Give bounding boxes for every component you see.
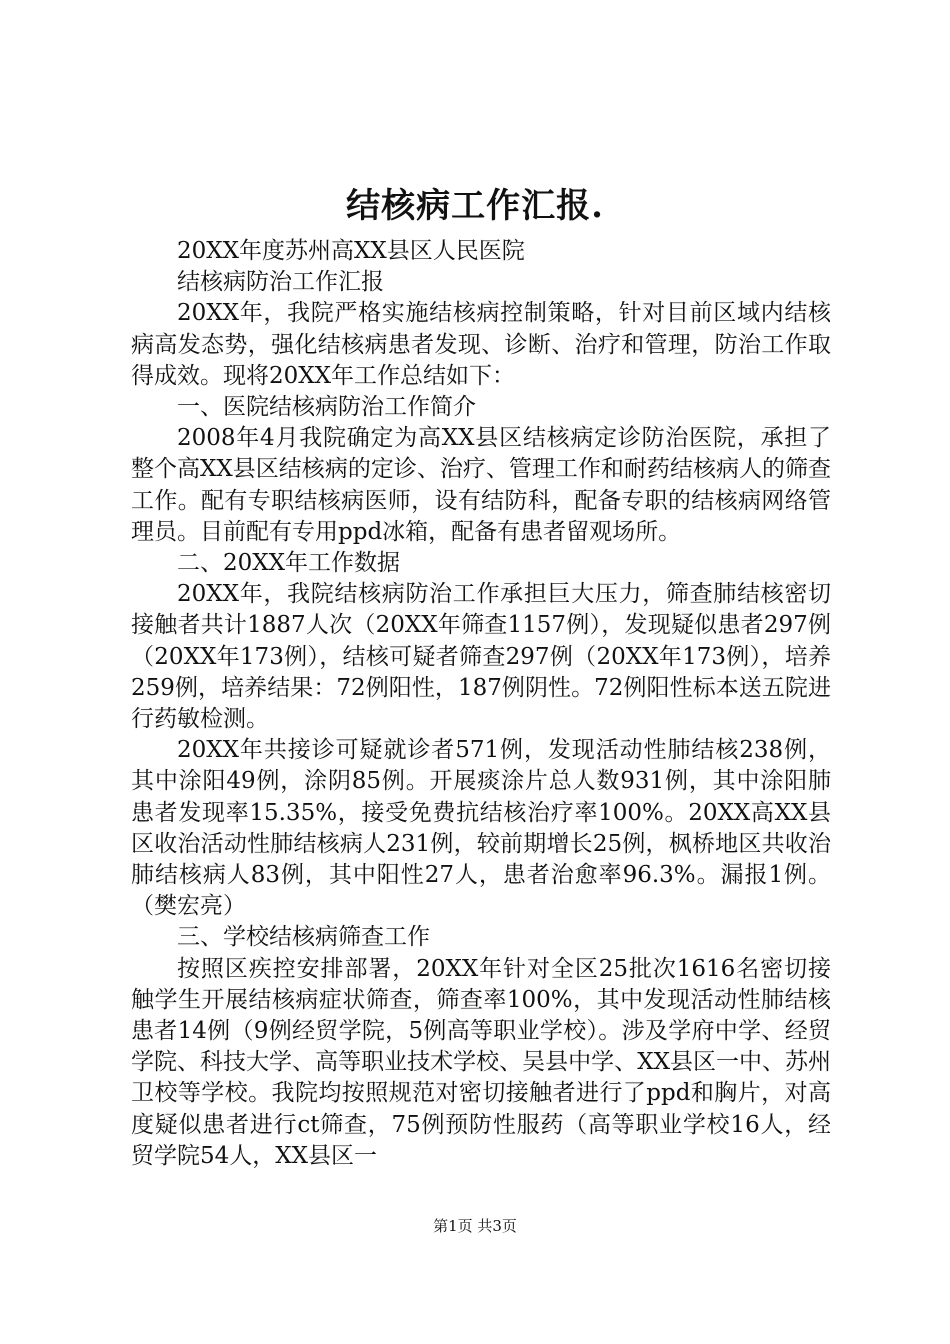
document-title: 结核病工作汇报. <box>346 186 604 226</box>
section-heading-1: 一、医院结核病防治工作简介 <box>177 394 476 421</box>
paragraph-report-title: 结核病防治工作汇报 <box>177 269 384 296</box>
paragraph-section-2b: 20XX年共接诊可疑就诊者571例，发现活动性肺结核238例，其中涂阳49例，涂阴85例。开展痰涂片总人数931例，其中涂阳肺患者发现率15.35%，接受免费抗结核治疗率100%。20XX高XX县区收治活动性肺结核病人231例，较前期增长25例，枫桥地区共收治肺结核病人83例，其中阳性27人，患者治愈率96.3%。漏报1例。（樊宏亮） <box>131 737 831 920</box>
paragraph-intro: 20XX年，我院严格实施结核病控制策略，针对目前区域内结核病高发态势，强化结核病患者发现、诊断、治疗和管理，防治工作取得成效。现将20XX年工作总结如下： <box>131 300 831 389</box>
paragraph-section-3: 按照区疾控安排部署，20XX年针对全区25批次1616名密切接触学生开展结核病症状筛查，筛查率100%，其中发现活动性肺结核患者14例（9例经贸学院，5例高等职业学校）。涉及学府中学、经贸学院、科技大学、高等职业技术学校、吴县中学、XX县区一中、苏州卫校等学校。我院均按照规范对密切接触者进行了ppd和胸片，对高度疑似患者进行ct筛查，75例预防性服药（高等职业学校16人，经贸学院54人，XX县区一 <box>131 955 831 1169</box>
section-heading-3: 三、学校结核病筛查工作 <box>177 924 430 951</box>
page-number: 第1页 共3页 <box>433 1217 517 1235</box>
section-heading-2: 二、20XX年工作数据 <box>177 550 401 577</box>
paragraph-section-1: 2008年4月我院确定为高XX县区结核病定诊防治医院，承担了整个高XX县区结核病的定诊、治疗、管理工作和耐药结核病人的筛查工作。配有专职结核病医师，设有结防科，配备专职的结核病网络管理员。目前配有专用ppd冰箱，配备有患者留观场所。 <box>131 425 831 545</box>
paragraph-hospital-name: 20XX年度苏州高XX县区人民医院 <box>177 238 525 264</box>
document-body <box>131 236 831 1172</box>
paragraph-section-2a: 20XX年，我院结核病防治工作承担巨大压力，筛查肺结核密切接触者共计1887人次（20XX年筛查1157例），发现疑似患者297例（20XX年173例），结核可疑者筛查297例（20XX年173例），培养259例，培养结果：72例阳性，187例阴性。72例阳性标本送五院进行药敏检测。 <box>131 581 831 733</box>
